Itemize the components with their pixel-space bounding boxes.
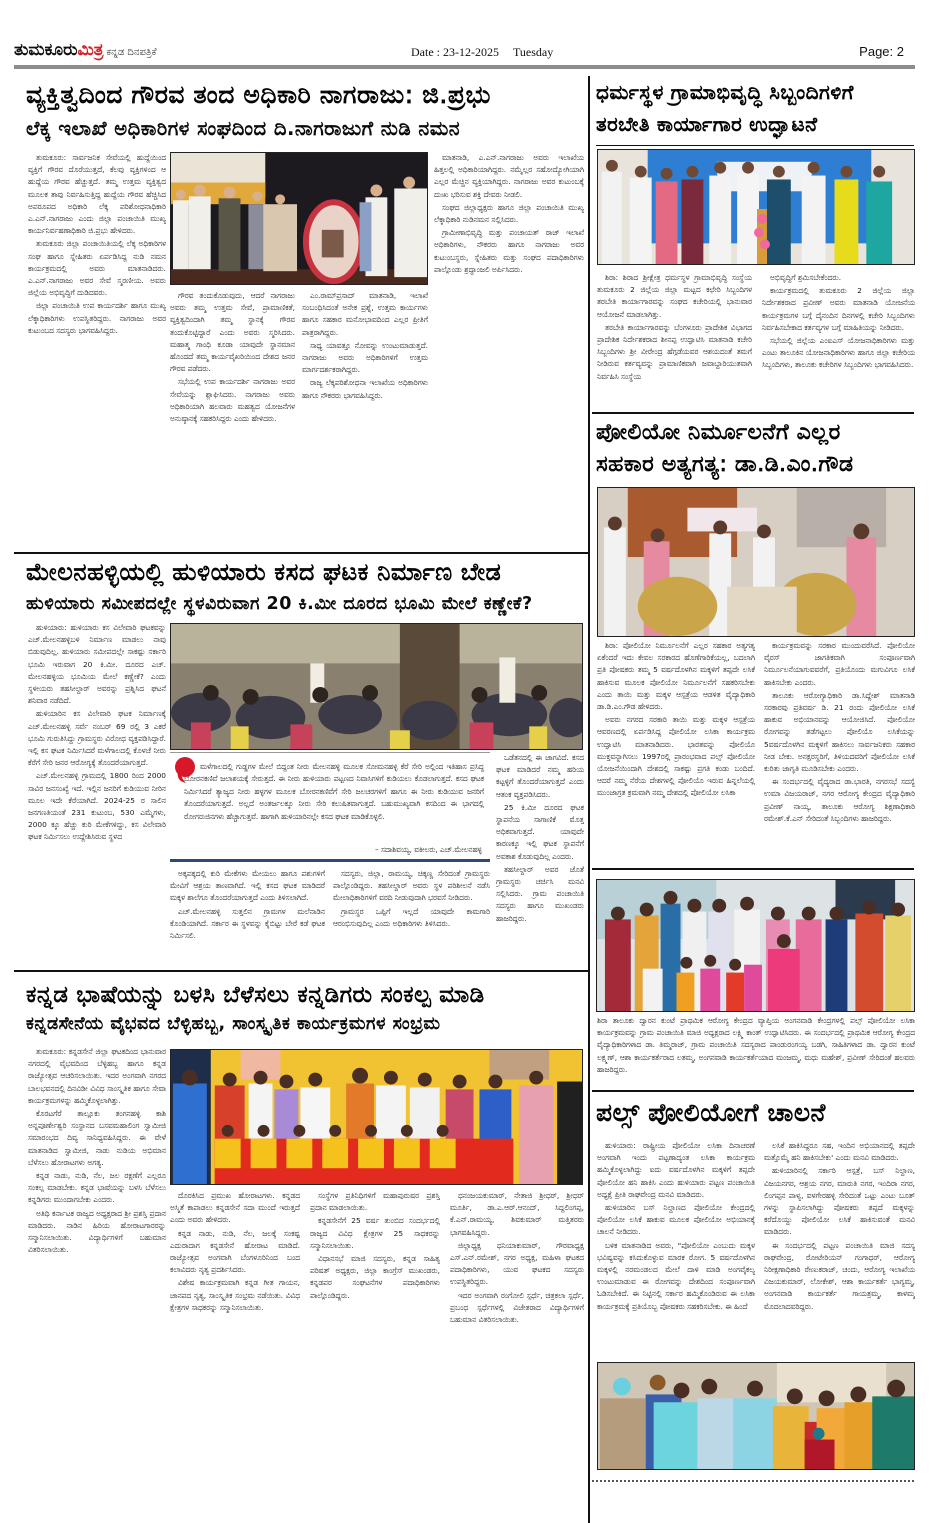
article-nagaraju-col2 xyxy=(170,290,295,550)
paragraph: ವಿಶೇಷ ಕಾರ್ಯಕ್ರಮವಾಗಿ ಕನ್ನಡ ಗೀತ ಗಾಯನ, ಜಾನಪದ ನೃತ್ಯ, ಸಾಂಸ್ಕೃತಿಕ ಸಂಭ್ರಮ ನಡೆಯಿತು. ವಿವಿಧ ಕ್ಷೇತ್ರಗಳ ಸಾಧಕರನ್ನು ಸನ್ಮಾನಿಸಲಾಯಿತು. xyxy=(170,1278,300,1312)
polio-hospital-photo xyxy=(597,487,915,637)
nagaraju-tribute-photo xyxy=(170,152,428,285)
newspaper-logo xyxy=(14,40,156,60)
paragraph: ಶಿರಾ: ಪೋಲಿಯೋ ನಿರ್ಮೂಲನೆಗೆ ಎಲ್ಲರ ಸಹಕಾರ ಅತ್ಯಗತ್ಯ ಏಕೆಂದರೆ ಇದು ಕೇವಲ ಸರಕಾರದ ಹೊಣೆಗಾರಿಕೆಯಲ್ಲ, ಬದಲಾಗಿ ಪ್ರತಿ ಪೋಷಕರು ತಮ್ಮ 5 ವರ್ಷದೊಳಗಿನ ಮಕ್ಕಳಿಗೆ ತಪ್ಪದೇ ಲಸಿಕೆ ಹಾಕಿಸುವ ಮೂಲಕ ಪೋಲಿಯೋ ನಿರ್ಮೂಲನೆಗೆ ಸಹಕರಿಸಬೇಕು ಎಂದು ತಾಯಿ ಮತ್ತು ಮಕ್ಕಳ ಆಸ್ಪತ್ರೆಯ ಆಡಳಿತ ವೈದ್ಯಾಧಿಕಾರಿ ಡಾ.ಡಿ.ಎಂ.ಗೌಡ ಹೇಳಿದರು. xyxy=(597,641,755,712)
masthead xyxy=(14,40,916,64)
paragraph: ಹುಳಿಯಾರು: ಹುಳಿಯಾರು ಕಸ ವಿಲೇವಾರಿ ಘಟಕವನ್ನು ಎಚ್.ಮೇಲನಹಳ್ಳಿಬಳಿ ನಿರ್ಮಾಣ ಮಾಡಲು ನಾವು ಬಿಡುವುದಿಲ್ಲ. ಹುಳಿಯಾರು ಸಮೀಪದಲ್ಲೇ ಸಾಕಷ್ಟು ಸರ್ಕಾರಿ ಭೂಮಿ ಇರುವಾಗ 20 ಕಿ.ಮೀ. ದೂರದ ಎಚ್. ಮೇಲನಹಳ್ಳಿಯ ಭೂಮಿಯ ಮೇಲೆ ಕಣ್ಣೇಕೆ? ಎಂದು ಸ್ಥಳೀಯರು ತಹಸೀಲ್ದಾರ್ ಅವರನ್ನು ಪ್ರಶ್ನಿಸಿದ ಘಟನೆ ಶನಿವಾರ ನಡೆದಿದೆ. xyxy=(28,623,166,706)
paragraph: ಹುಳಿಯಾರಿನ ಬಸ್ ನಿಲ್ದಾಣದ ಪೋಲಿಯೋ ಕೇಂದ್ರದಲ್ಲಿ ಪೋಲಿಯೋ ಲಸಿಕೆ ಹಾಕುವ ಮೂಲಕ ಪೋಲಿಯೋ ಅಭಿಯಾನಕ್ಕೆ ಚಾಲನೆ ನೀಡಿದರು. xyxy=(597,1203,755,1237)
weekday: Tuesday xyxy=(512,45,554,59)
paragraph: ಕನ್ನಡ ನಾಡು, ನುಡಿ, ನೆಲ, ಜಲಕ್ಕೆ ಸಂಕಷ್ಟ ಎದುರಾದಾಗ ಕನ್ನಡಸೇನೆ ಹೋರಾಟ ಮಾಡಿದೆ. ರಾಜ್ಯೋತ್ಸವ ಅಂಗವಾಗಿ ಬೆಂಗಳೂರಿನಿಂದ ಬಂದ ಕಲಾವಿದರು ನೃತ್ಯ ಪ್ರದರ್ಶಿಸಿದರು. xyxy=(170,1228,300,1275)
paragraph: ಅತಿಥಿ ಕರ್ನಾಟಕ ರಾಜ್ಯದ ಅಧ್ಯಕ್ಷರಾದ ಶ್ರೀ ಪ್ರಶಸ್ತಿ ಪ್ರದಾನ ಮಾಡಿದರು. ನಾಡಿನ ಹಿರಿಯ ಹೋರಾಟಗಾರರನ್ನು ಸನ್ಮಾನಿಸಲಾಯಿತು. ವಿದ್ಯಾರ್ಥಿಗಳಿಗೆ ಬಹುಮಾನ ವಿತರಿಸಲಾಯಿತು. xyxy=(28,1208,166,1255)
paragraph: ಸಂಸ್ಥೆಗಳ ಪ್ರತಿನಿಧಿಗಳಿಗೆ ಮಹಾಪುರುಷರ ಪ್ರಶಸ್ತಿ ಪ್ರದಾನ ಮಾಡಲಾಯಿತು. xyxy=(310,1191,440,1213)
paragraph: ಜಿಲ್ಲಾ ಪಂಚಾಯಿತಿ ಉಪ ಕಾರ್ಯದರ್ಶಿ ಹಾಗೂ ಮುಖ್ಯ ಲೆಕ್ಕಾಧಿಕಾರಿಗಳು ಉಪಸ್ಥಿತರಿದ್ದರು. ನಾಗರಾಜು ಅವರ ಕುಟುಂಬದ ಸದಸ್ಯರು ಭಾಗವಹಿಸಿದ್ದರು. xyxy=(28,301,166,335)
column-divider xyxy=(588,76,590,1523)
headline-polio-line1: ಪೋಲಿಯೋ ನಿರ್ಮೂಲನೆಗೆ ಎಲ್ಲರ xyxy=(596,420,841,445)
article-pulse-polio-col1 xyxy=(597,1140,755,1358)
subheadline-melanahalli: ಹುಳಿಯಾರು ಸಮೀಪದಲ್ಲೇ ಸ್ಥಳವಿರುವಾಗ 20 ಕಿ.ಮೀ ದೂರದ ಭೂಮಿ ಮೇಲೆ ಕಣ್ಣೇಕೆ? xyxy=(26,594,533,614)
logo-tagline: ಕನ್ನಡ ದಿನಪತ್ರಿಕೆ xyxy=(106,47,157,58)
paragraph: ದೊರಕಿಸಿದ ಪ್ರಮುಖ ಹೋರಾಟಗಳು. ಕನ್ನಡದ ಅಸ್ಮಿತೆ ಕಾಪಾಡಲು ಕನ್ನಡಸೇನೆ ಸದಾ ಮುಂದೆ ಇರುತ್ತದೆ ಎಂದು ಅವರು ಹೇಳಿದರು. xyxy=(170,1191,300,1225)
article-kannada-sene-col1 xyxy=(28,1046,166,1506)
pulse-polio-drops-photo xyxy=(597,1362,915,1470)
article-melanahalli-col2 xyxy=(170,868,325,968)
paragraph: ಮಾತನಾಡಿ, ಎ.ಎನ್.ನಾಗರಾಜು ಅವರು ಇಲಾಖೆಯ ಹಿತ್ತಲಲ್ಲಿ ಅಧಿಕಾರಿಯಾಗಿದ್ದರು. ನಮ್ಮೆಲ್ಲರ ಸಹೋದ್ಯೋಗಿಯಾಗಿ ಎಲ್ಲರ ಮೆಚ್ಚಿನ ವ್ಯಕ್ತಿಯಾಗಿದ್ದರು. ನಾಗರಾಜು ಅವರ ಕುಟುಂಬಕ್ಕೆ ದುಃಖ ಭರಿಸುವ ಶಕ್ತಿ ದೇವರು ನೀಡಲಿ. xyxy=(434,153,584,199)
paragraph: ಅಕ್ಕಪಕ್ಕದಲ್ಲಿ ಕುರಿ ಮೇಕೆಗಳು ಮೇಯಲು ಹಾಗೂ ಪಶುಗಳಿಗೆ ಮೇವಿಗೆ ಆಶ್ರಯ ತಾಣವಾಗಿದೆ. ಇಲ್ಲಿ ಕಸದ ಘಟಕ ಮಾಡಿದರೆ ಮಕ್ಕಳ ಶಾಲೆಗೂ ತೊಂದರೆಯಾಗುತ್ತದೆ ಎಂದು ತಿಳಿಸಲಾಗಿದೆ. xyxy=(170,869,325,903)
paragraph: ಅಭಿವೃದ್ಧಿಗೆ ಶ್ರಮಿಸಬೇಕೆಂದರು. xyxy=(770,273,842,282)
paragraph: ತುಮಕೂರು: ಕನ್ನಡಸೇನೆ ಜಿಲ್ಲಾ ಘಟಕದಿಂದ ಭಾನುವಾರ ನಗರದಲ್ಲಿ ವೈಭವದಿಂದ ಬೆಳ್ಳಿಹಬ್ಬ ಹಾಗೂ ಕನ್ನಡ ರಾಜ್ಯೋತ್ಸವ ಆಚರಿಸಲಾಯಿತು. ಇದರ ಅಂಗವಾಗಿ ನಗರದ ಬಾಲಭವನದಲ್ಲಿ ದಿನವಿಡೀ ವಿವಿಧ ಸಾಂಸ್ಕೃತಿಕ ಹಾಗೂ ಸೇವಾ ಕಾರ್ಯಕ್ರಮಗಳನ್ನು ಹಮ್ಮಿಕೊಳ್ಳಲಾಗಿತ್ತು. xyxy=(28,1047,166,1105)
headline-dharmasthala-line1: ಧರ್ಮಸ್ಥಳ ಗ್ರಾಮಾಭಿವೃದ್ಧಿ ಸಿಬ್ಬಂದಿಗಳಿಗೆ xyxy=(596,80,854,104)
paragraph: ಕನ್ನಡಸೇನೆಗೆ 25 ವರ್ಷ ತುಂಬಿದ ಸಂದರ್ಭದಲ್ಲಿ ರಾಜ್ಯದ ವಿವಿಧ ಕ್ಷೇತ್ರಗಳ 25 ಸಾಧಕರನ್ನು ಸನ್ಮಾನಿಸಲಾಯಿತು. xyxy=(310,1216,440,1250)
paragraph: ಲಸಿಕೆ ಹಾಕಿಸಿದ್ದರೂ ಸಹ, ಇಂದಿನ ಅಭಿಯಾನದಲ್ಲಿ ತಪ್ಪದೇ ಮತ್ತೊಮ್ಮೆ ಹನಿ ಹಾಕಿಸಬೇಕು' ಎಂದು ಮನವಿ ಮಾಡಿದರು. xyxy=(764,1141,915,1163)
protest-crowd-photo xyxy=(170,623,583,750)
section-divider xyxy=(592,1090,914,1092)
paragraph: ತರಬೇತಿ ಕಾರ್ಯಾಗಾರವನ್ನು ಬೆಂಗಳೂರು ಪ್ರಾದೇಶಿಕ ವಿಭಾಗದ ಪ್ರಾದೇಶಿಕ ನಿರ್ದೇಶಕರಾದ ಶೀನಪ್ಪ ಉದ್ಘಾಟಿಸಿ ಮಾತನಾಡಿ ಕಚೇರಿ ಸಿಬ್ಬಂದಿಗಳು ಶ್ರೀ ವೀರೇಂದ್ರ ಹೆಗ್ಗಡೆಯವರ ಆಶಯದಂತೆ ತಮಗೆ ನೀಡಿರುವ ಕರ್ತವ್ಯವನ್ನು ಪ್ರಾಮಾಣಿಕವಾಗಿ ಜವಾಬ್ದಾರಿಯುತವಾಗಿ ನಿರ್ವಹಿಸಿ ಸಂಸ್ಥೆಯ xyxy=(597,322,752,381)
headline-kannada-sene: ಕನ್ನಡ ಭಾಷೆಯನ್ನು ಬಳಸಿ ಬೆಳೆಸಲು ಕನ್ನಡಿಗರು ಸಂಕಲ್ಪ ಮಾಡಿ xyxy=(26,982,485,1008)
headline-dharmasthala-line2: ತರಬೇತಿ ಕಾರ್ಯಾಗಾರ ಉದ್ಘಾಟನೆ xyxy=(596,112,818,136)
paragraph: ಕೊರಟಗೆರೆ ತಾಲ್ಲೂಕು ತಂಗನಹಳ್ಳಿ ಕಾಶಿ ಅನ್ನಪೂರ್ಣೇಶ್ವರಿ ಸಂಸ್ಥಾನದ ಬಸವಮಹಾಲಿಂಗ ಸ್ವಾಮೀಜಿ ಸಮಾರಂಭದ ದಿವ್ಯ ಸಾನಿಧ್ಯವಹಿಸಿದ್ದರು. ಈ ವೇಳೆ ಮಾತನಾಡಿದ ಸ್ವಾಮೀಜಿ, ನಾಡು ನುಡಿಯ ಅಭಿಮಾನ ಬೆಳೆಸಲು ಹೋರಾಟಗಳು ಅಗತ್ಯ. xyxy=(28,1109,166,1167)
paragraph: ಈ ಸಂದರ್ಭದಲ್ಲಿ ವೈದ್ಯರಾದ ಡಾ.ಭಾರತಿ, ನಗರಸಭೆ ಸದಸ್ಯೆ ಉಮಾ ವಿಜಯರಾಜ್, ನಗರ ಆರೋಗ್ಯ ಕೇಂದ್ರದ ವೈದ್ಯಾಧಿಕಾರಿ ಪ್ರವೀಣ್ ನಾಯ್ಕ, ತಾಲೂಕು ಆರೋಗ್ಯ ಶಿಕ್ಷಣಾಧಿಕಾರಿ ರಮೇಶ್.ಕೆ.ಎನ್ ಸೇರಿದಂತೆ ಸಿಬ್ಬಂದಿಗಳು ಹಾಜರಿದ್ದರು. xyxy=(764,777,915,823)
headline-nagaraju: ವ್ಯಕ್ತಿತ್ವದಿಂದ ಗೌರವ ತಂದ ಅಧಿಕಾರಿ ನಾಗರಾಜು: ಜಿ.ಪ್ರಭು xyxy=(26,80,492,109)
headline-underline xyxy=(596,145,914,146)
paragraph: ಅವರು ನಗರದ ಸರಕಾರಿ ತಾಯಿ ಮತ್ತು ಮಕ್ಕಳ ಆಸ್ಪತ್ರೆಯ ಆವರಣದಲ್ಲಿ ಏರ್ಪಡಿಸಿದ್ದ ಪೋಲಿಯೋ ಲಸಿಕಾ ಕಾರ್ಯಕ್ರಮ ಉದ್ಘಾಟಿಸಿ ಮಾತನಾಡಿದರು. ಭಾರತವನ್ನು ಪೋಲಿಯೊ ಮುಕ್ತವನ್ನಾಗಿಸಲು 1997ರಲ್ಲಿ ಪ್ರಾರಂಭವಾದ ಪಲ್ಸ್ ಪೋಲಿಯೋ ಯೋಜನೆಯಿಂದಾಗಿ ದೇಶದಲ್ಲಿ ಸಾಕಷ್ಟು ಪ್ರಗತಿ ಕಂಡು ಬಂದಿದೆ. ಆದರೆ ನಮ್ಮ ನೆರೆಯ ದೇಶಗಳಲ್ಲಿ ಪೋಲಿಯೊ ಇರುವ ಹಿನ್ನಲೆಯಲ್ಲಿ ಮುಂಜಾಗ್ರತ ಕ್ರಮವಾಗಿ ನಮ್ಮ ದೇಶದಲ್ಲಿ ಪೋಲಿಯೋ ಲಸಿಕಾ xyxy=(597,715,755,798)
paragraph: ತುಮಕೂರು: ಸಾರ್ವಜನಿಕ ಸೇವೆಯಲ್ಲಿ ಹುದ್ದೆಯಿಂದ ವ್ಯಕ್ತಿಗೆ ಗೌರವ ದೊರೆಯುತ್ತದೆ, ಕೆಲವು ವ್ಯಕ್ತಿಗಳಿಂದ ಆ ಹುದ್ದೆಯ ಗೌರವ ಹೆಚ್ಚುತ್ತದೆ. ತಮ್ಮ ಉತ್ತಮ ವ್ಯಕ್ತಿತ್ವದ ಮೂಲಕ ತಾವು ನಿರ್ವಹಿಸುತ್ತಿದ್ದ ಹುದ್ದೆಯ ಗೌರವ ಹೆಚ್ಚಿಸಿದ ಅಪರೂಪದ ಅಧಿಕಾರಿ ಲೆಕ್ಕ ಪರಿಶೋಧನಾಧಿಕಾರಿ ಎ.ಎನ್.ನಾಗರಾಜು ಎಂದು ಜಿಲ್ಲಾ ಪಂಚಾಯಿತಿ ಮುಖ್ಯ ಕಾರ್ಯನಿರ್ವಹಣಾಧಿಕಾರಿ ಜಿ.ಪ್ರಭು ಹೇಳಿದರು. xyxy=(28,153,166,236)
paragraph: ಬಳಿಕ ಮಾತನಾಡಿದ ಅವರು, "ಪೋಲಿಯೋ ಎಂಬುದು ಮಕ್ಕಳ ಭವಿಷ್ಯವನ್ನು ಕಸಿದುಕೊಳ್ಳುವ ಮಾರಕ ರೋಗ. 5 ವರ್ಷದೊಳಗಿನ ಮಕ್ಕಳಲ್ಲಿ ನರಮಂಡಲದ ಮೇಲೆ ದಾಳಿ ಮಾಡಿ ಅಂಗವೈಕಲ್ಯ ಉಂಟುಮಾಡುವ ಈ ರೋಗವನ್ನು ದೇಶದಿಂದ ಸಂಪೂರ್ಣವಾಗಿ ಓಡಿಸಬೇಕಿದೆ. ಈ ನಿಟ್ಟಿನಲ್ಲಿ ಸರ್ಕಾರ ಹಮ್ಮಿಕೊಂಡಿರುವ ಈ ಲಸಿಕಾ ಕಾರ್ಯಕ್ರಮಕ್ಕೆ ಪ್ರತಿಯೊಬ್ಬ ಪೋಷಕರು ಸಹಕರಿಸಬೇಕು. ಈ ಹಿಂದೆ xyxy=(597,1240,755,1311)
paragraph: ಜಿಲ್ಲಾಧ್ಯಕ್ಷ ಧನಿಯಾಕುಮಾರ್, ಗೌರವಾಧ್ಯಕ್ಷ ಎಸ್.ಎನ್.ರಮೇಶ್, ನಗರ ಅಧ್ಯಕ್ಷ, ಮಹಿಳಾ ಘಟಕದ ಪದಾಧಿಕಾರಿಗಳು, ಯುವ ಘಟಕದ ಸದಸ್ಯರು ಉಪಸ್ಥಿತರಿದ್ದರು. xyxy=(450,1240,584,1287)
paragraph: ಕಾರ್ಯಕ್ರಮದಲ್ಲಿ ತುಮಕೂರು 2 ಜಿಲ್ಲೆಯ ಜಿಲ್ಲಾ ನಿರ್ದೇಶಕರಾದ ಪ್ರವೀಣ್ ಅವರು ಮಾತನಾಡಿ ಯೋಜನೆಯ ಕಾರ್ಯಕ್ರಮಗಳ ಬಗ್ಗೆ ದೈನಂದಿನ ದಿನಗಳಲ್ಲಿ ಕಚೇರಿ ಸಿಬ್ಬಂದಿಗಳು ನಿರ್ವಹಿಸಬೇಕಾದ ಕರ್ತವ್ಯಗಳ ಬಗ್ಗೆ ಮಾಹಿತಿಯನ್ನು ನೀಡಿದರು. xyxy=(762,286,915,332)
section-divider xyxy=(14,970,588,972)
article-polio-col1 xyxy=(597,640,755,866)
paragraph: ಹುಳಿಯಾರಿನ ಕಸ ವಿಲೇವಾರಿ ಘಟಕ ನಿರ್ಮಾಣಕ್ಕೆ ಎಚ್.ಮೇಲನಹಳ್ಳಿ ಸರ್ವೆ ನಂಬರ್ 69 ರಲ್ಲಿ 3 ಎಕರೆ ಭೂಮಿ ಗುರುತಿಸಿದ್ದು ಗ್ರಾಮಸ್ಥರು ವಿರೋಧ ವ್ಯಕ್ತಪಡಿಸಿದ್ದಾರೆ. ಇಲ್ಲಿ ಕಸ ಘಟಕ ನಿರ್ಮಿಸಿದರೆ ಮಳೆಗಾಲದಲ್ಲಿ ಕೊಳಚೆ ನೀರು ಕೆರೆಗೆ ಸೇರಿ ಜನರ ಆರೋಗ್ಯಕ್ಕೆ ತೊಂದರೆಯಾಗುತ್ತದೆ. xyxy=(28,709,166,768)
paragraph: ವಿಧಾನಸಭೆ ಮಾಜಿ ಸದಸ್ಯರು, ಕನ್ನಡ ಸಾಹಿತ್ಯ ಪರಿಷತ್ ಅಧ್ಯಕ್ಷರು, ಜಿಲ್ಲಾ ಕಾಂಗ್ರೆಸ್ ಮುಖಂಡರು, ಕನ್ನಡಪರ ಸಂಘಟನೆಗಳ ಪದಾಧಿಕಾರಿಗಳು ಪಾಲ್ಗೊಂಡಿದ್ದರು. xyxy=(310,1254,440,1300)
dwarana-kunte-caption xyxy=(597,1015,915,1087)
quote-text: ಮಳೆಗಾಲದಲ್ಲಿ ಗುಡ್ಡಗಳ ಮೇಲೆ ಬಿದ್ದಂತ ನೀರು ಮೇಲನಹಳ್ಳಿ ಮೂಲಕ ಸೋಮನಹಳ್ಳಿ ಕೆರೆ ಸೇರಿ ಅಲ್ಲಿಂದ ಇತಿಹಾಸ ಪ್ರಸಿದ್ಧ ಬೋರನಕಣಿವೆ ಜಲಾಶಯಕ್ಕೆ ಸೇರುತ್ತದೆ. ಈ ನೀರು ಹುಳಿಯಾರು ಪಟ್ಟಣದ ನಿವಾಸಿಗಳಿಗೆ ಕುಡಿಯಲು ಕೊಡಲಾಗುತ್ತದೆ. ಕಸದ ಘಟಕ ನಿರ್ಮಿಸಿದರೆ ತ್ಯಾಜ್ಯದ ನೀರು ಹಳ್ಳಗಳ ಮೂಲಕ ಬೋರನಕಣಿವೆಗೆ ಸೇರಿ ಜಲಚರಗಳಿಗೆ ಹಾಗೂ ಈ ನೀರು ಕುಡಿಯುವ ಜನರಿಗೆ ತೊಂದರೆಯಾಗುತ್ತದೆ. ಅಲ್ಲದೆ ಅಂತರ್ಜಲಕ್ಕೂ ನೀರು ಸೇರಿ ಕಲುಷಿತವಾಗುತ್ತದೆ. ಬಹುಮುಖ್ಯವಾಗಿ ಕಸದಿಂದ ಈ ಭಾಗದಲ್ಲಿ ರೋಗರುಜಿನಗಳು ಹೆಚ್ಚಾಗುತ್ತವೆ. ಹಾಗಾಗಿ ಹುಳಿಯಾರಿನಲ್ಲೇ ಕಸದ ಘಟಕ ಮಾಡಿಕೊಳ್ಳಲಿ. xyxy=(184,762,484,821)
quote-box xyxy=(170,752,490,862)
paragraph: ಗ್ರಾಮೀಣಾಭಿವೃದ್ಧಿ ಮತ್ತು ಪಂಚಾಯತ್ ರಾಜ್ ಇಲಾಖೆ ಅಧಿಕಾರಿಗಳು, ನೌಕರರು ಹಾಗೂ ನಾಗರಾಜು ಅವರ ಕುಟುಂಬಸ್ಥರು, ಸ್ನೇಹಿತರು ಮತ್ತು ಸಂಘದ ಪದಾಧಿಕಾರಿಗಳು ಪಾಲ್ಗೊಂಡು ಶ್ರದ್ಧಾಂಜಲಿ ಅರ್ಪಿಸಿದರು. xyxy=(434,228,584,274)
paragraph: ಸಂಘದ ಜಿಲ್ಲಾಧ್ಯಕ್ಷರು ಹಾಗೂ ಜಿಲ್ಲಾ ಪಂಚಾಯಿತಿ ಮುಖ್ಯ ಲೆಕ್ಕಾಧಿಕಾರಿ ನುಡಿನಮನ ಸಲ್ಲಿಸಿದರು. xyxy=(434,202,584,225)
paragraph: ತಾಲೂಕು ಆರೋಗ್ಯಾಧಿಕಾರಿ ಡಾ.ಸಿದ್ದೇಶ್ ಮಾತನಾಡಿ ಸರಕಾರವು ಪ್ರತಿವರ್ಷ ಡಿ. 21 ರಂದು ಪೋಲಿಯೋ ಲಸಿಕೆ ಹಾಕುವ ಅಭಿಯಾನವನ್ನು ಆಯೋಜಿಸಿದೆ. ಪೋಲಿಯೋ ರೋಗವನ್ನು ತಡೆಗಟ್ಟಲು ಪೋಲಿಯೊ ಲಸಿಕೆಯನ್ನು 5ವರ್ಷದೊಳಗಿನ ಮಕ್ಕಳಿಗೆ ಹಾಕಿಸಲು ಸಾರ್ವಜನಿಕರು ಸಹಕಾರ ನೀಡ ಬೇಕು. ಅನಕ್ಷರಸ್ಥರಿಗೆ, ತಿಳಿಯದವರಿಗೆ ಪೋಲಿಯೋ ಲಸಿಕೆ ಕುರಿತು ಜಾಗೃತಿ ಮೂಡಿಸಬೇಕು ಎಂದರು. xyxy=(764,690,915,774)
kannada-sene-stage-photo xyxy=(170,1049,583,1185)
article-pulse-polio-col2 xyxy=(764,1140,915,1358)
paragraph: ಈ ಸಂದರ್ಭದಲ್ಲಿ ಪಟ್ಟಣ ಪಂಚಾಯಿತಿ ಮಾಜಿ ಸದಸ್ಯ ರಾಘವೇಂದ್ರ, ರೋಟೇರಿಯನ್ ಗಂಗಾಧರ್, ಆರೋಗ್ಯ ನಿರೀಕ್ಷಣಾಧಿಕಾರಿ ರೇಣುಕರಾಜ್, ಚಂದು, ಆರೋಗ್ಯ ಇಲಾಖೆಯ ವಿಜಯಕುಮಾರ್, ಲೋಕೇಶ್, ಆಶಾ ಕಾರ್ಯಕರ್ತೆ ಭಾಗ್ಯಮ್ಮ, ಅಂಗನವಾಡಿ ಕಾರ್ಯಕರ್ತೆ ಗಾಯತ್ರಮ್ಮ, ಕಾಳಮ್ಮ ಮೊದಲಾದವರಿದ್ದರು. xyxy=(764,1240,915,1311)
paragraph: ಸದಸ್ಯರು, ಜಿಲ್ಲಾ, ರಾಮಯ್ಯ, ಚಿಕ್ಕಣ್ಣ ಸೇರಿದಂತೆ ಗ್ರಾಮಸ್ಥರು ಪಾಲ್ಗೊಂಡಿದ್ದರು. ತಹಸೀಲ್ದಾರ್ ಅವರು ಸ್ಥಳ ಪರಿಶೀಲನೆ ನಡೆಸಿ ಮೇಲಾಧಿಕಾರಿಗಳಿಗೆ ವರದಿ ನೀಡುವುದಾಗಿ ಭರವಸೆ ನೀಡಿದರು. xyxy=(333,869,490,903)
paragraph: ಇದರ ಅಂಗವಾಗಿ ರಂಗೋಲಿ ಸ್ಪರ್ಧೆ, ಚಿತ್ರಕಲಾ ಸ್ಪರ್ಧೆ, ಪ್ರಬಂಧ ಸ್ಪರ್ಧೆಗಳಲ್ಲಿ ವಿಜೇತರಾದ ವಿದ್ಯಾರ್ಥಿಗಳಿಗೆ ಬಹುಮಾನ ವಿತರಿಸಲಾಯಿತು. xyxy=(450,1290,584,1325)
issue-date xyxy=(411,45,553,60)
quote-author: – ಸದಾಶಿವಯ್ಯ, ವಕೀಲರು, ಎಚ್.ಮೇಲನಹಳ್ಳಿ xyxy=(375,845,482,854)
subheadline-kannada-sene: ಕನ್ನಡಸೇನೆಯ ವೈಭವದ ಬೆಳ್ಳಿಹಬ್ಬ, ಸಾಂಸ್ಕೃತಿಕ ಕಾರ್ಯಕ್ರಮಗಳ ಸಂಭ್ರಮ xyxy=(26,1014,441,1034)
paragraph: ಸಾಧ್ಯ ಯಾವತ್ತೂ ನೋವನ್ನು ಉಂಟುಮಾಡುತ್ತದೆ. ನಾಗರಾಜು ಅವರು ಅಧಿಕಾರಿಗಳಿಗೆ ಉತ್ತಮ ಮಾರ್ಗದರ್ಶಕರಾಗಿದ್ದರು. xyxy=(302,340,428,375)
paragraph: ಗ್ರಾಮಸ್ಥರ ಒಪ್ಪಿಗೆ ಇಲ್ಲದೆ ಯಾವುದೇ ಕಾಮಗಾರಿ ಆರಂಭಿಸುವುದಿಲ್ಲ ಎಂದು ಅಧಿಕಾರಿಗಳು ತಿಳಿಸಿದರು. xyxy=(333,906,490,928)
paragraph: ಹುಳಿಯಾರು: ರಾಷ್ಟ್ರೀಯ ಪೋಲಿಯೋ ಲಸಿಕಾ ದಿನಾಚರಣೆ ಅಂಗವಾಗಿ ಇಂದು ಪಟ್ಟಣಾದ್ಯಂತ ಲಸಿಕಾ ಕಾರ್ಯಕ್ರಮ ಹಮ್ಮಿಕೊಳ್ಳಲಾಗಿದ್ದು ಐದು ವರ್ಷದೊಳಗಿನ ಮಕ್ಕಳಿಗೆ ತಪ್ಪದೇ ಪೋಲಿಯೋ ಹನಿ ಹಾಕಿಸಿ ಎಂದು ಹುಳಿಯಾರು ಪಟ್ಟಣ ಪಂಚಾಯಿತಿ ಅಧ್ಯಕ್ಷೆ ಪ್ರೀತಿ ರಾಘವೇಂದ್ರ ಮನವಿ ಮಾಡಿದರು. xyxy=(597,1141,755,1199)
paragraph: ರಾಜ್ಯ ಲೆಕ್ಕಪರಿಶೋಧನಾ ಇಲಾಖೆಯ ಅಧಿಕಾರಿಗಳು ಹಾಗೂ ನೌಕರರು ಭಾಗವಹಿಸಿದ್ದರು. xyxy=(302,378,428,400)
paragraph: ತಹಸೀಲ್ದಾರ್ ಅವರ ಜೊತೆ ಗ್ರಾಮಸ್ಥರು ಚರ್ಚಿಸಿ ಮನವಿ ಸಲ್ಲಿಸಿದರು. ಗ್ರಾಮ ಪಂಚಾಯಿತಿ ಸದಸ್ಯರು ಹಾಗೂ ಮುಖಂಡರು ಹಾಜರಿದ್ದರು. xyxy=(496,864,584,923)
caption-text: ಶಿರಾ ತಾಲೂಕು ದ್ವಾರನ ಕುಂಟೆ ಪ್ರಾಥಮಿಕ ಆರೋಗ್ಯ ಕೇಂದ್ರದ ವ್ಯಾಪ್ತಿಯ ಅಂಗನವಾಡಿ ಕೇಂದ್ರಗಳಲ್ಲಿ ಪಲ್ಸ್ ಪೋಲಿಯೋ ಲಸಿಕಾ ಕಾರ್ಯಕ್ರಮವನ್ನು ಗ್ರಾಮ ಪಂಚಾಯಿತಿ ಮಾಜಿ ಅಧ್ಯಕ್ಷರಾದ ಲಕ್ಷ್ಮಿ ಕಾಂತ್ ಉದ್ಘಾಟಿಸಿದರು. ಈ ಸಂದರ್ಭದಲ್ಲಿ ಪ್ರಾಥಮಿಕ ಆರೋಗ್ಯ ಕೇಂದ್ರದ ವೈದ್ಯಾಧಿಕಾರಿಗಳಾದ ಡಾ. ತಿಮ್ಮರಾಜ್, ಗ್ರಾಮ ಪಂಚಾಯಿತಿ ಸದಸ್ಯರಾದ ಪಾಂಡುರಂಗಯ್ಯ ಬಡಗಿ, ಸಾಹಿತಿಗಳಾದ ಡಾ. ದ್ವಾರನ ಕುಂಟೆ ಲಕ್ಷ್ಮಣ್, ಆಶಾ ಕಾರ್ಯಕರ್ತೆರಾದ ಲತಮ್ಮ, ಅಂಗನವಾಡಿ ಕಾರ್ಯಕರ್ತೆಯಾದ ಮಂಜಮ್ಮ, ಮಧು ಮಹೇಶ್, ಪ್ರವೀಣ್ ಸೇರಿದಂತೆ ಹಲವರು ಹಾಜರಿದ್ದರು. xyxy=(597,1016,915,1074)
paragraph: ಎಂ.ರಾಮ್‌ಪ್ರಸಾದ್ ಮಾತನಾಡಿ, ಇಲಾಖೆ ಸಂಬಂಧಿಸಿದಂತೆ ಅನೇಕ ಪ್ರಶ್ನೆ, ಉತ್ತಮ ಕಾರ್ಯಗಳು ಹಾಗೂ ಸಹಕಾರ ಮನೋಭಾವದಿಂದ ಎಲ್ಲರ ಪ್ರೀತಿಗೆ ಪಾತ್ರರಾಗಿದ್ದರು. xyxy=(302,291,428,337)
article-nagaraju-col1 xyxy=(28,152,166,550)
article-dharmasthala-col2 xyxy=(762,272,915,410)
masthead-rule xyxy=(14,65,915,69)
section-divider xyxy=(14,552,588,554)
page-number: Page: 2 xyxy=(859,44,904,59)
paragraph: ಸಭೆಯಲ್ಲಿ ಉಪ ಕಾರ್ಯದರ್ಶಿ ನಾಗರಾಜು ಅವರ ಸೇವೆಯನ್ನು ಶ್ಲಾಘಿಸಿದರು. ನಾಗರಾಜು ಅವರು ಅಧಿಕಾರಿಯಾಗಿ ಹಲವಾರು ಮಹತ್ವದ ಯೋಜನೆಗಳ ಅನುಷ್ಠಾನಕ್ಕೆ ಸಹಕರಿಸಿದ್ದರು ಎಂದು ಹೇಳಿದರು. xyxy=(170,377,295,424)
article-nagaraju-col3 xyxy=(302,290,428,550)
paragraph: 25 ಕಿ.ಮೀ ದೂರದ ಘಟಕ ಸ್ಥಾಪನೆಯ ಸಾಗಾಣಿಕೆ ಮೊತ್ತ ಅಧಿಕವಾಗುತ್ತದೆ. ಯಾವುದೇ ಕಾರಣಕ್ಕೂ ಇಲ್ಲಿ ಘಟಕ ಸ್ಥಾಪನೆಗೆ ಅವಕಾಶ ಕೊಡುವುದಿಲ್ಲ ಎಂದರು. xyxy=(496,802,584,861)
section-divider xyxy=(592,868,914,870)
dotted-divider xyxy=(592,1480,914,1482)
headline-polio-line2: ಸಹಕಾರ ಅತ್ಯಗತ್ಯ: ಡಾ.ಡಿ.ಎಂ.ಗೌಡ xyxy=(596,452,854,477)
logo-mitra: ಮಿತ್ರ xyxy=(77,40,104,60)
article-melanahalli-col1 xyxy=(28,622,166,967)
article-nagaraju-col4 xyxy=(434,152,584,550)
paragraph: ಹುಳಿಯಾರಿನಲ್ಲಿ ಸರ್ಕಾರಿ ಆಸ್ಪತ್ರೆ, ಬಸ್ ನಿಲ್ದಾಣ, ವಿಜಯನಗರ, ಆಶ್ರಯ ನಗರ, ಮಾರುತಿ ನಗರ, ಇಂದಿರಾ ನಗರ, ಲಿಂಗಪ್ಪನ ಪಾಳ್ಯ, ವಳಗೇರಹಳ್ಳಿ ಸೇರಿದಂತೆ ಒಟ್ಟು ಎಂಟು ಬೂತ್ ಗಳನ್ನು ಸ್ಥಾಪಿಸಲಾಗಿದ್ದು ಪೋಷಕರು ತಪ್ಪದೆ ಮಕ್ಕಳನ್ನು ಕರೆದೊಯ್ದು ಪೋಲಿಯೋ ಲಸಿಕೆ ಹಾಕಿಸುವಂತೆ ಮನವಿ ಮಾಡಿದರು. xyxy=(764,1166,915,1237)
date-text: Date : 23-12-2025 xyxy=(411,45,499,59)
subheadline-nagaraju: ಲೆಕ್ಕ ಇಲಾಖೆ ಅಧಿಕಾರಿಗಳ ಸಂಘದಿಂದ ದಿ.ನಾಗರಾಜುಗೆ ನುಡಿ ನಮನ xyxy=(26,117,461,140)
headline-melanahalli: ಮೇಲನಹಳ್ಳಿಯಲ್ಲಿ ಹುಳಿಯಾರು ಕಸದ ಘಟಕ ನಿರ್ಮಾಣ ಬೇಡ xyxy=(26,558,502,586)
paragraph: ಕಾರ್ಯಕ್ರಮವನ್ನು ಸರಕಾರ ಮುಂದುವರೆಸಿದೆ. ಪೋಲಿಯೋ ವೈರಸ್ ಜಾಗತಿಕವಾಗಿ ಸಂಪೂರ್ಣವಾಗಿ ನಿರ್ಮೂಲನೆಯಾಗುವವರೆಗೆ, ಪ್ರತಿಯೊಂದು ಮಗುವಿಗೂ ಲಸಿಕೆ ಹಾಕಿಸಬೇಕು ಎಂದರು. xyxy=(764,641,915,687)
article-kannada-sene-col4 xyxy=(450,1190,584,1506)
article-kannada-sene-col3 xyxy=(310,1190,440,1506)
paragraph: ತುಮಕೂರು ಜಿಲ್ಲಾ ಪಂಚಾಯಿತಿಯಲ್ಲಿ ಲೆಕ್ಕ ಅಧಿಕಾರಿಗಳ ಸಂಘ ಹಾಗೂ ಸ್ನೇಹಿತರು ಏರ್ಪಡಿಸಿದ್ದ ನುಡಿ ನಮನ ಕಾರ್ಯಕ್ರಮದಲ್ಲಿ ಅವರು ಮಾತನಾಡಿದರು. ಎ.ಎನ್.ನಾಗರಾಜು ಅವರ ಸೇವೆ ಸ್ಮರಣೀಯ. ಅವರು ಜಿಲ್ಲೆಯ ಅಭಿವೃದ್ಧಿಗೆ ದುಡಿದವರು. xyxy=(28,239,166,298)
paragraph: ಎಚ್.ಮೇಲನಹಳ್ಳಿ ಸುತ್ತಲಿನ ಗ್ರಾಮಗಳ ಮಲೆನಾಡಿನ ಕೊಂಡಿಯಾಗಿದೆ. ಸರ್ಕಾರ ಈ ಸ್ಥಳವನ್ನು ಕೈಬಿಟ್ಟು ಬೇರೆ ಕಡೆ ಘಟಕ ನಿರ್ಮಿಸಲಿ. xyxy=(170,906,325,941)
paragraph: ಶಿರಾ: ಶಿರಾದ ಶ್ರೀಕ್ಷೇತ್ರ ಧರ್ಮಸ್ಥಳ ಗ್ರಾಮಾಭಿವೃದ್ಧಿ ಸಂಸ್ಥೆಯ ತುಮಕೂರು 2 ಜಿಲ್ಲೆಯ ಜಿಲ್ಲಾ ಮಟ್ಟದ ಕಛೇರಿ ಸಿಬ್ಬಂದಿಗಳ ತರಬೇತಿ ಕಾರ್ಯಾಗಾರವನ್ನು ಸಂಘದ ಕಚೇರಿಯಲ್ಲಿ ಭಾನುವಾರ ಆಯೋಜನೆ ಮಾಡಲಾಗಿತ್ತು. xyxy=(597,273,752,319)
training-inauguration-photo xyxy=(597,149,915,265)
article-polio-col2 xyxy=(764,640,915,866)
article-dharmasthala-col1 xyxy=(597,272,752,410)
paragraph: ಗೌರವ ತಂದುಕೊಡುವುದು, ಆದರೆ ನಾಗರಾಜು ಅವರು ತಮ್ಮ ಉತ್ತಮ ಸೇವೆ, ಪ್ರಾಮಾಣಿಕತೆ, ವ್ಯಕ್ತಿತ್ವದಿಂದಾಗಿ ತಮ್ಮ ಸ್ಥಾನಕ್ಕೆ ಗೌರವ ತಂದುಕೊಟ್ಟಿದ್ದಾರೆ ಎಂದು ಅವರು ಸ್ಮರಿಸಿದರು. ಮಹಾತ್ಮ ಗಾಂಧಿ ಕೂಡಾ ಯಾವುದೇ ಸ್ಥಾನಮಾನ ಹೊಂದದೆ ತಮ್ಮ ಕಾರ್ಯವೈಖರಿಯಿಂದ ದೇಶದ ಜನರ ಗೌರವ ಪಡೆದರು. xyxy=(170,291,295,374)
paragraph: ಕನ್ನಡ ನಾಡು, ನುಡಿ, ನೆಲ, ಜಲ ರಕ್ಷಣೆಗೆ ಎಲ್ಲರೂ ಸಂಕಲ್ಪ ಮಾಡಬೇಕು. ಕನ್ನಡ ಭಾಷೆಯನ್ನು ಬಳಸಿ ಬೆಳೆಸಲು ಕನ್ನಡಿಗರು ಮುಂದಾಗಬೇಕು ಎಂದರು. xyxy=(28,1171,166,1205)
paragraph: ಎಚ್.ಮೇಲನಹಳ್ಳಿ ಗ್ರಾಮದಲ್ಲಿ 1800 ರಿಂದ 2000 ಸಾವಿರ ಜನಸಂಖ್ಯೆ ಇದೆ. ಇಲ್ಲಿನ ಜನರಿಗೆ ಕುಡಿಯುವ ನೀರಿನ ಮೂಲ ಇದೇ ಕೆರೆಯಾಗಿದೆ. 2024-25 ರ ಸಾಲಿನ ಜನಗಣತಿಯಂತೆ 231 ಕುಟುಂಬ, 530 ಎಮ್ಮೆಗಳು, 2000 ಕ್ಕೂ ಹೆಚ್ಚು ಕುರಿ ಮೇಕೆಗಳಿದ್ದು, ಕಸ ವಿಲೇವಾರಿ ಘಟಕ ನಿರ್ಮಿಸಲು ಉದ್ದೇಶಿಸಿರುವ ಸ್ಥಳದ xyxy=(28,771,166,842)
paragraph: ಧನಂಜಯಕುಮಾರ್, ನೇತಾಜಿ ಶ್ರೀಧರ್, ಶ್ರೀಧರ್ ಮೂರ್ತಿ, ಡಾ.ಎ.ಆರ್.ಆನಂದ್, ಸಿದ್ದಲಿಂಗಪ್ಪ, ಕೆ.ಎನ್.ರಾಮಯ್ಯ, ಶಿವಕುಮಾರ್ ಮತ್ತಿತರರು ಭಾಗವಹಿಸಿದ್ದರು. xyxy=(450,1191,584,1237)
section-divider xyxy=(592,412,914,414)
article-melanahalli-col4 xyxy=(496,752,584,966)
headline-pulse-polio: ಪಲ್ಸ್ ಪೋಲಿಯೋಗೆ ಚಾಲನೆ xyxy=(596,1098,826,1127)
article-melanahalli-col3 xyxy=(333,868,490,968)
paragraph: ಸಭೆಯಲ್ಲಿ ಜಿಲ್ಲೆಯ ಎಂಐಎಸ್ ಯೋಜನಾಧಿಕಾರಿಗಳು ಮತ್ತು ಎಂಟು ತಾಲೂಕಿನ ಯೋಜನಾಧಿಕಾರಿಗಳು ಹಾಗೂ ಜಿಲ್ಲಾ ಕಚೇರಿಯ ಸಿಬ್ಬಂದಿಗಳು, ತಾಲೂಕು ಕಚೇರಿಗಳ ಸಿಬ್ಬಂದಿಗಳು ಭಾಗವಹಿಸಿದರು. xyxy=(762,336,915,370)
anganwadi-group-photo xyxy=(596,879,915,1012)
logo-tumakuru: ತುಮಕೂರು xyxy=(14,40,78,60)
article-kannada-sene-col2 xyxy=(170,1190,300,1506)
paragraph: ಒಡೆತನದಲ್ಲಿ ಈ ಜಾಗವಿದೆ. ಕಸದ ಘಟಕ ಮಾಡಿದರೆ ನಮ್ಮ ಹರಿಯ ಕಟ್ಟಳ್ಳಿಗೆ ತೊಂದರೆಯಾಗುತ್ತದೆ ಎಂದು ಆತಂಕ ವ್ಯಕ್ತಪಡಿಸಿದರು. xyxy=(496,753,584,799)
